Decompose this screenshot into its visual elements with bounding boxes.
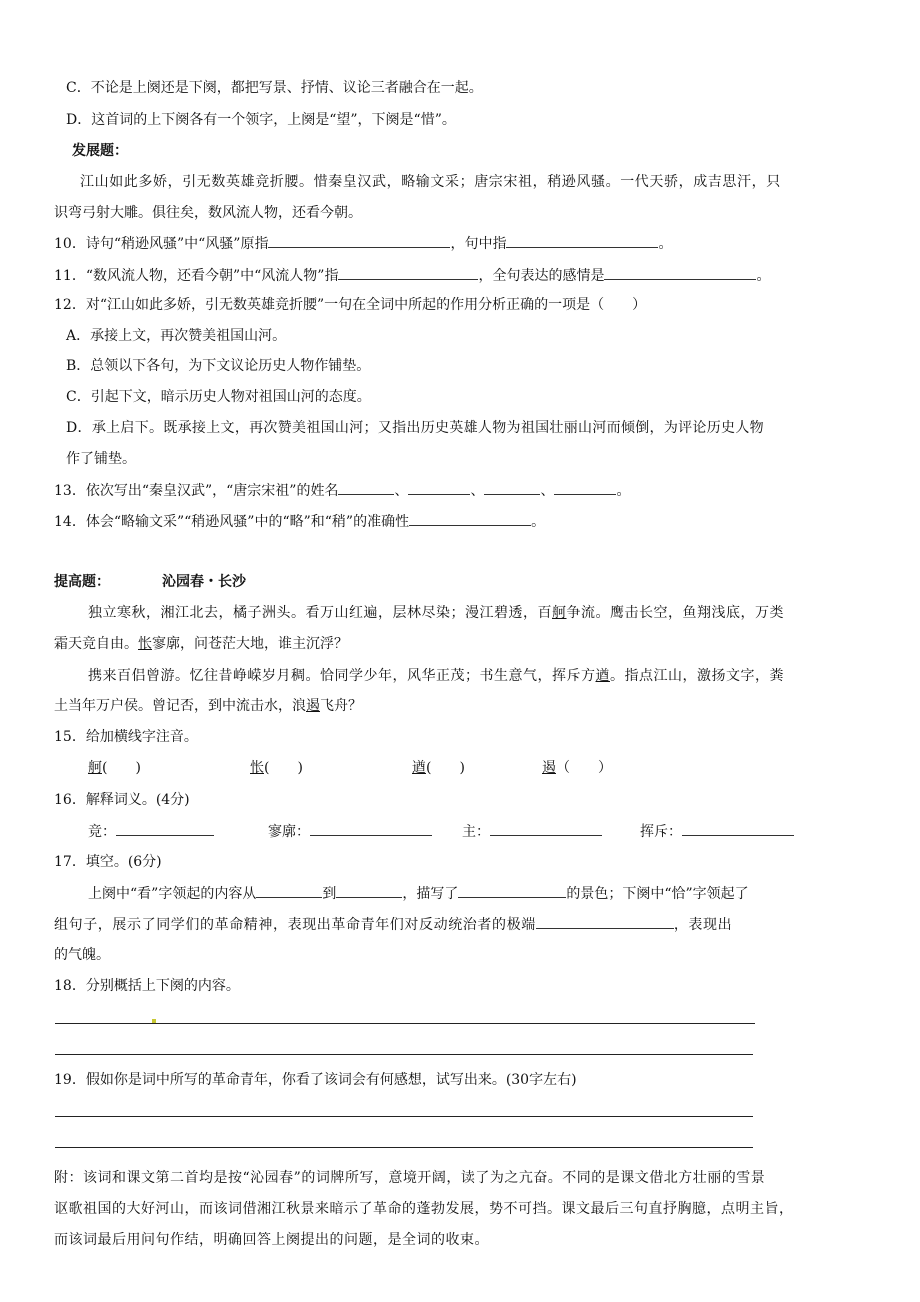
answer-blank[interactable] [554, 480, 616, 495]
answer-line[interactable] [55, 1147, 753, 1148]
pinyin-item [88, 758, 141, 778]
passage-line: 识弯弓射大雕。俱往矣，数风流人物，还看今朝。 [54, 205, 362, 221]
answer-blank[interactable] [268, 233, 450, 248]
answer-blank[interactable] [458, 883, 566, 898]
q17-text: 组句子，展示了同学们的革命精神，表现出革命青年们对反动统治者的极端 [54, 917, 536, 933]
pinyin-input[interactable]: （ ） [556, 760, 612, 776]
poem-text: 携来百侣曾游。忆往昔峥嵘岁月稠。恰同学少年，风华正茂；书生意气，挥斥方 [88, 668, 596, 684]
poem-text: 霜天竞自由。 [54, 636, 138, 652]
poem-title: 沁园春・长沙 [162, 574, 246, 590]
separator: 、 [394, 483, 409, 499]
question-19-stem: 19．假如你是词中所写的革命青年，你看了该词会有何感想，试写出来。(30字左右) [54, 1072, 577, 1088]
underlined-char: 舸 [552, 605, 567, 621]
poem-line [88, 603, 784, 623]
underlined-char: 遏 [306, 698, 320, 714]
poem-text: 争流。鹰击长空，鱼翔浅底，万类 [566, 605, 784, 621]
answer-blank[interactable] [336, 883, 402, 898]
answer-blank[interactable] [682, 821, 794, 836]
option-d: D．这首词的上下阕各有一个领字，上阕是“望”，下阕是“惜”。 [66, 112, 456, 128]
underlined-char: 遒 [595, 668, 610, 684]
appendix-line: 而该词最后用问句作结，明确回答上阕提出的问题，是全词的收束。 [54, 1232, 489, 1248]
answer-blank[interactable] [116, 821, 214, 836]
pinyin-input[interactable]: ( ) [102, 760, 141, 776]
q10-end: 。 [658, 236, 673, 252]
term-label: 竞： [88, 824, 116, 840]
q12-option-d-cont: 作了铺垫。 [66, 451, 136, 467]
question-16-stem: 16．解释词义。(4分) [54, 792, 190, 808]
pinyin-item [412, 758, 465, 778]
answer-blank[interactable] [409, 511, 531, 526]
answer-line[interactable] [55, 1023, 755, 1024]
definition-item [88, 821, 214, 841]
q17-text: 上阕中“看”字领起的内容从 [88, 886, 257, 902]
q17-text: 的景色；下阕中“恰”字领起了 [566, 886, 749, 902]
passage-line: 江山如此多娇，引无数英雄竞折腰。惜秦皇汉武，略输文采；唐宗宋祖，稍逊风骚。一代天骄，成吉思汗，只 [80, 174, 781, 190]
answer-blank[interactable] [506, 233, 658, 248]
q17-line: 的气魄。 [54, 947, 110, 963]
q12-option-b: B．总领以下各句，为下文议论历史人物作铺垫。 [66, 358, 371, 374]
answer-blank[interactable] [338, 480, 394, 495]
section-heading-advanced: 提高题： [54, 574, 110, 590]
q14-text: 14．体会“略输文采”“稍逊风骚”中的“略”和“稍”的准确性 [54, 514, 410, 530]
underlined-char: 怅 [138, 636, 152, 652]
edit-mark [152, 1019, 156, 1023]
q17-text: ，描写了 [402, 886, 459, 902]
question-14 [54, 511, 545, 531]
poem-line [54, 696, 362, 716]
poem-text: 寥廓，问苍茫大地，谁主沉浮？ [152, 636, 348, 652]
q14-end: 。 [531, 514, 546, 530]
answer-blank[interactable] [256, 883, 322, 898]
answer-blank[interactable] [604, 265, 756, 280]
q10-text: ，句中指 [450, 236, 507, 252]
q17-line [88, 883, 749, 903]
q11-end: 。 [756, 268, 771, 284]
pinyin-item [542, 758, 612, 778]
q12-option-d: D．承上启下。既承接上文，再次赞美祖国山河；又指出历史英雄人物为祖国壮丽山河而倾倒，为评论历史人物 [66, 420, 764, 436]
poem-text: 。指点江山，激扬文字，粪 [610, 668, 784, 684]
question-17-stem: 17．填空。(6分) [54, 854, 162, 870]
question-10 [54, 233, 672, 253]
answer-blank[interactable] [338, 265, 478, 280]
q17-text: 到 [322, 886, 337, 902]
answer-blank[interactable] [536, 914, 674, 929]
term-label: 主： [462, 824, 490, 840]
underlined-char: 遏 [542, 760, 556, 776]
answer-line[interactable] [55, 1054, 753, 1055]
question-12-stem: 12．对“江山如此多娇，引无数英雄竞折腰”一句在全词中所起的作用分析正确的一项是（ ） [54, 297, 647, 313]
question-13 [54, 480, 630, 500]
answer-blank[interactable] [310, 821, 432, 836]
poem-text: 独立寒秋，湘江北去，橘子洲头。看万山红遍，层林尽染；漫江碧透，百 [88, 605, 552, 621]
pinyin-input[interactable]: ( ) [426, 760, 465, 776]
question-18-stem: 18．分别概括上下阕的内容。 [54, 978, 240, 994]
separator: 、 [470, 483, 485, 499]
appendix-line: 讴歌祖国的大好河山，而该词借湘江秋景来暗示了革命的蓬勃发展，势不可挡。课文最后三句直抒胸臆，点明主旨， [54, 1201, 794, 1217]
poem-text: 土当年万户侯。曾记否，到中流击水，浪 [54, 698, 306, 714]
appendix-line: 附：该词和课文第二首均是按“沁园春”的词牌所写，意境开阔，读了为之亢奋。不同的是课文借北方壮丽的雪景 [54, 1170, 766, 1186]
poem-text: 飞舟？ [320, 698, 362, 714]
underlined-char: 遒 [412, 760, 426, 776]
q17-text: ，表现出 [673, 917, 733, 933]
definition-item [640, 821, 794, 841]
q12-option-a: A．承接上文，再次赞美祖国山河。 [66, 328, 287, 344]
question-11 [54, 265, 770, 285]
definition-item [268, 821, 432, 841]
q11-text: ，全句表达的感情是 [478, 268, 605, 284]
q12-option-c: C．引起下文，暗示历史人物对祖国山河的态度。 [66, 389, 371, 405]
poem-line [88, 666, 784, 686]
term-label: 寥廓： [268, 824, 310, 840]
underlined-char: 怅 [250, 760, 264, 776]
option-c: C．不论是上阕还是下阕，都把写景、抒情、议论三者融合在一起。 [66, 80, 483, 96]
answer-line[interactable] [55, 1116, 753, 1117]
q17-line [54, 914, 732, 934]
answer-blank[interactable] [408, 480, 470, 495]
q11-text: 11．“数风流人物，还看今朝”中“风流人物”指 [54, 268, 339, 284]
term-label: 挥斥： [640, 824, 682, 840]
separator: 、 [540, 483, 555, 499]
section-heading-development: 发展题： [72, 143, 128, 159]
answer-blank[interactable] [490, 821, 602, 836]
poem-line [54, 634, 348, 654]
question-15-stem: 15．给加横线字注音。 [54, 729, 198, 745]
q10-text: 10．诗句“稍逊风骚”中“风骚”原指 [54, 236, 269, 252]
definition-item [462, 821, 602, 841]
pinyin-input[interactable]: ( ) [264, 760, 303, 776]
q13-end: 。 [616, 483, 631, 499]
pinyin-item [250, 758, 303, 778]
q13-text: 13．依次写出“秦皇汉武”，“唐宗宋祖”的姓名 [54, 483, 339, 499]
underlined-char: 舸 [88, 760, 102, 776]
answer-blank[interactable] [484, 480, 540, 495]
